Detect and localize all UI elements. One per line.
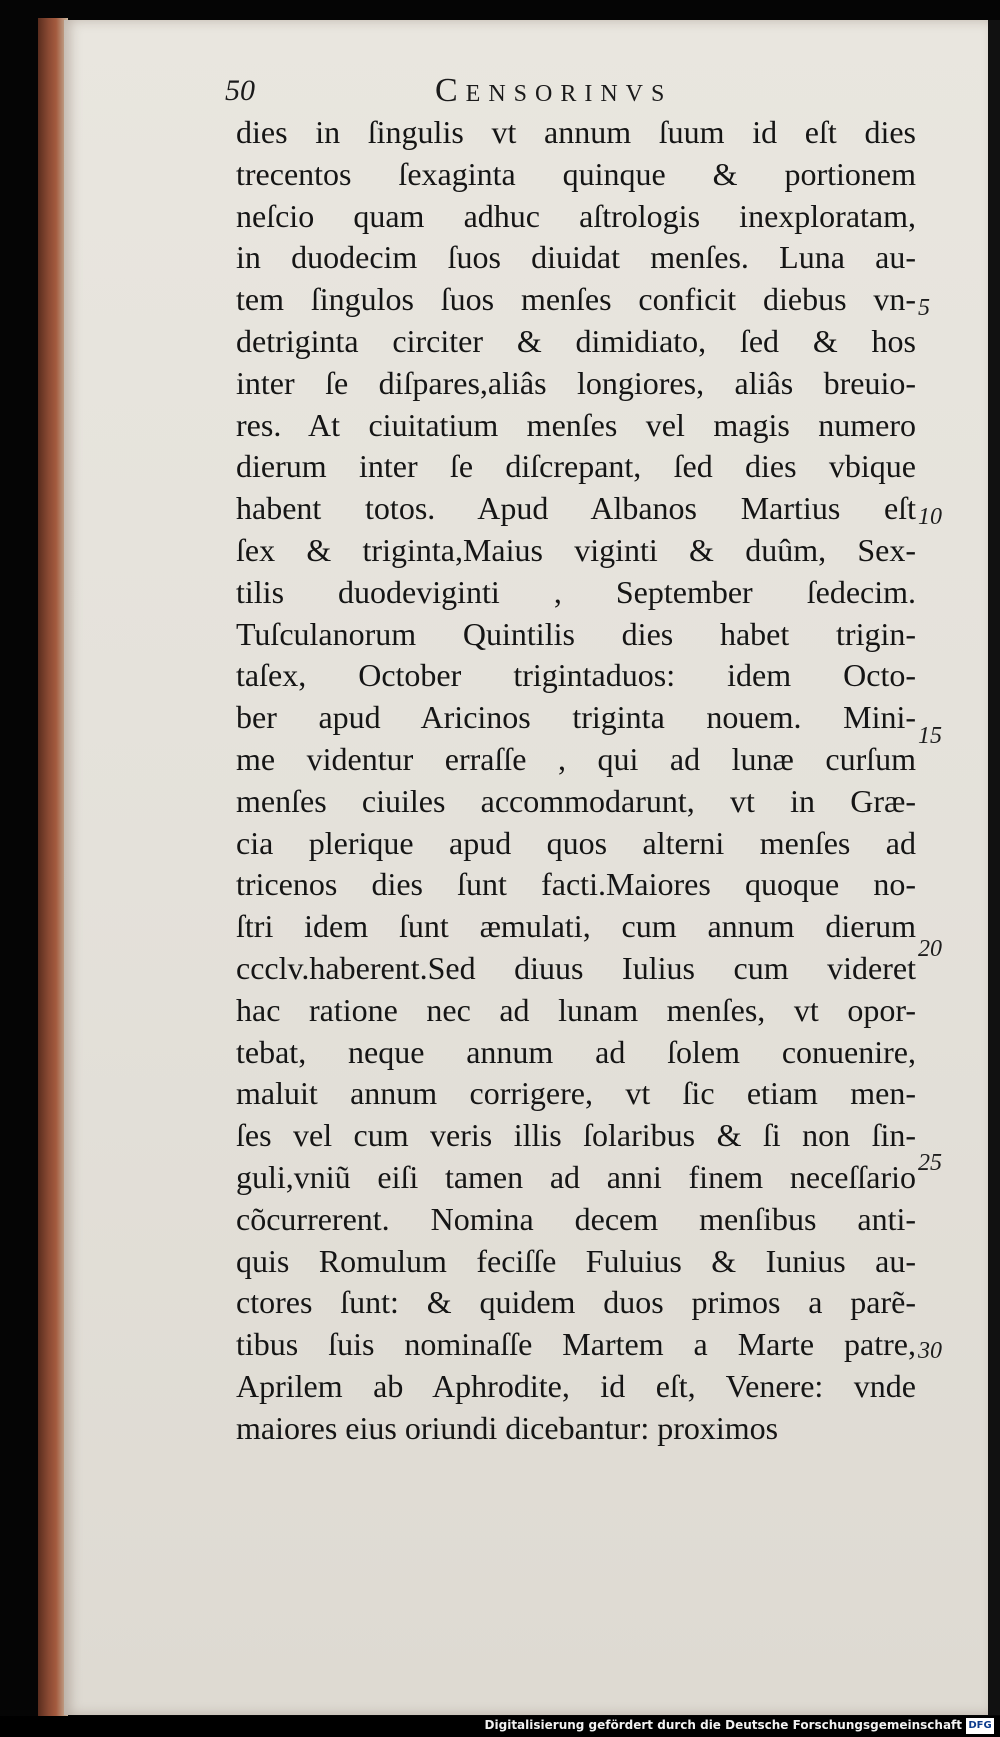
text-line: ſtri idem ſunt æmulati, cum annum dierum [236, 908, 916, 945]
text-line: cia plerique apud quos alterni menſes ad [236, 824, 916, 861]
page-gutter [988, 20, 1000, 1715]
line-number: 15 [918, 723, 942, 749]
text-line: ccclv.haberent.Sed diuus Iulius cum videret [236, 949, 916, 986]
text-line: tricenos dies ſunt facti.Maiores quoque no- [236, 866, 916, 903]
text-line: ctores ſunt: & quidem duos primos a parẽ- [236, 1284, 916, 1321]
page-number: 50 [225, 74, 255, 107]
text-line: ber apud Aricinos triginta nouem. Mini- [236, 699, 916, 736]
text-line: Aprilem ab Aphrodite, id eſt, Venere: vnde [236, 1367, 916, 1404]
text-line: dierum inter ſe diſcrepant, ſed dies vbique [236, 448, 916, 485]
text-line: tibus ſuis nominaſſe Martem a Marte patre, [236, 1326, 916, 1363]
text-line: quis Romulum feciſſe Fuluius & Iunius au- [236, 1242, 916, 1279]
text-line: cõcurrerent. Nomina decem menſibus anti- [236, 1200, 916, 1237]
text-line: hac ratione nec ad lunam menſes, vt opor- [236, 991, 916, 1028]
text-line: tilis duodeviginti , September ſedecim. [236, 573, 916, 610]
dfg-logo-icon: DFG [966, 1718, 994, 1734]
line-number: 25 [918, 1150, 942, 1176]
text-line: detriginta circiter & dimidiato, ſed & hos [236, 322, 916, 359]
text-line: maiores eius oriundi dicebantur: proximos [236, 1409, 779, 1446]
text-line: res. At ciuitatium menſes vel magis numero [236, 406, 916, 443]
line-number: 10 [918, 504, 942, 530]
text-line: inter ſe diſpares,aliâs longiores, aliâs breuio- [236, 364, 916, 401]
text-line: tebat, neque annum ad ſolem conuenire, [236, 1033, 916, 1070]
line-number: 30 [918, 1338, 942, 1364]
text-line: dies in ſingulis vt annum ſuum id eſt dies [236, 114, 916, 150]
funding-credit: Digitalisierung gefördert durch die Deutsche Forschungsgemeinschaft [484, 1718, 962, 1732]
text-line: me videntur erraſſe , qui ad lunæ curſum [236, 740, 916, 777]
text-line: neſcio quam adhuc aſtrologis inexploratam, [236, 197, 916, 234]
text-line: tem ſingulos ſuos menſes conficit diebus vn- [236, 281, 916, 318]
text-line: maluit annum corrigere, vt ſic etiam men- [236, 1075, 916, 1112]
text-line: Tuſculanorum Quintilis dies habet trigin- [236, 615, 916, 652]
body-text [236, 112, 916, 1450]
text-line: taſex, October trigintaduos: idem Octo- [236, 657, 916, 694]
line-number: 5 [918, 295, 930, 321]
text-line: trecentos ſexaginta quinque & portionem [236, 155, 916, 192]
text-line: habent totos. Apud Albanos Martius eſt [236, 490, 916, 527]
footer-bar [0, 1716, 1000, 1737]
text-line: guli,vniũ eiſi tamen ad anni finem neceſſario [236, 1158, 916, 1195]
text-line: ſes vel cum veris illis ſolaribus & ſi non ſin- [236, 1117, 916, 1154]
text-line: ſex & triginta,Maius viginti & duûm, Sex- [236, 531, 916, 568]
running-head: Censorinvs [435, 72, 673, 109]
line-number: 20 [918, 936, 942, 962]
text-line: menſes ciuiles accommodarunt, vt in Græ- [236, 782, 916, 819]
line-numbers [918, 0, 978, 1737]
text-line: in duodecim ſuos diuidat menſes. Luna au- [236, 239, 916, 276]
